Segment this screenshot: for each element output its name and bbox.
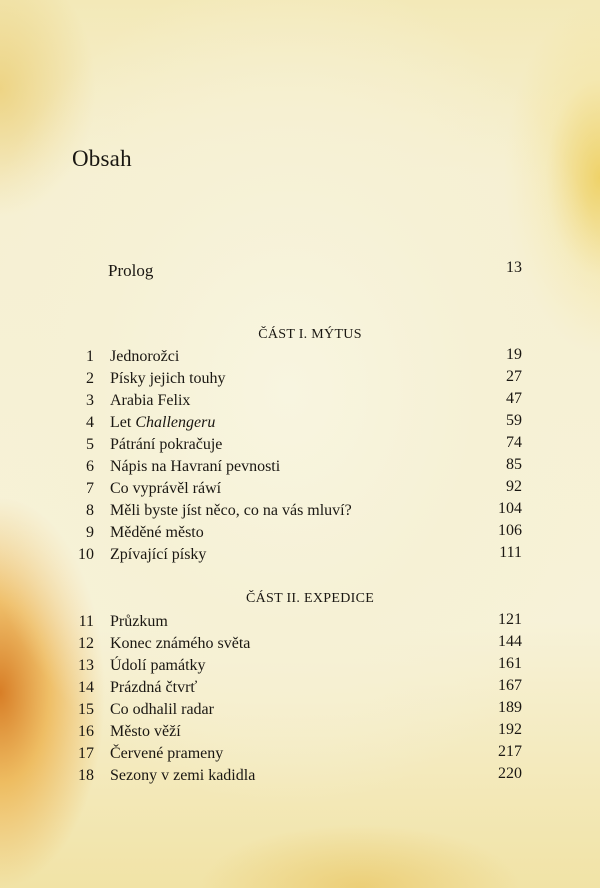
chapter-number: 9 — [86, 524, 94, 541]
chapter-title: Pátrání pokračuje — [110, 436, 223, 453]
chapter-title: Nápis na Havraní pevnosti — [110, 458, 281, 475]
chapter-title: Sezony v zemi kadidla — [110, 767, 256, 784]
chapter-page: 59 — [506, 412, 522, 429]
chapter-page: 47 — [506, 390, 522, 407]
chapter-row — [0, 613, 600, 635]
chapter-number: 11 — [78, 613, 94, 630]
chapter-title: Červené prameny — [110, 745, 224, 762]
chapter-page: 111 — [499, 544, 522, 561]
part-1-heading: ČÁST I. MÝTUS — [258, 327, 362, 342]
chapter-page: 104 — [498, 500, 522, 517]
chapter-row — [0, 458, 600, 480]
chapter-number: 1 — [86, 348, 94, 365]
chapter-row — [0, 635, 600, 657]
chapter-title: Písky jejich touhy — [110, 370, 226, 387]
chapter-title: Zpívající písky — [110, 546, 207, 563]
chapter-row — [0, 348, 600, 370]
chapter-page: 192 — [498, 721, 522, 738]
page-title: Obsah — [72, 146, 132, 171]
chapter-title: Arabia Felix — [110, 392, 191, 409]
part-2-chapter-list — [0, 613, 600, 789]
chapter-title: Co vyprávěl ráwí — [110, 480, 222, 497]
chapter-page: 144 — [498, 633, 522, 650]
chapter-title: Konec známého světa — [110, 635, 251, 652]
chapter-page: 19 — [506, 346, 522, 363]
chapter-row — [0, 679, 600, 701]
chapter-row — [0, 701, 600, 723]
chapter-title: Prázdná čtvrť — [110, 679, 198, 696]
chapter-number: 2 — [86, 370, 94, 387]
chapter-number: 3 — [86, 392, 94, 409]
chapter-number: 8 — [86, 502, 94, 519]
chapter-number: 16 — [78, 723, 94, 740]
chapter-page: 27 — [506, 368, 522, 385]
chapter-number: 13 — [78, 657, 94, 674]
part-1-chapter-list — [0, 348, 600, 568]
chapter-number: 15 — [78, 701, 94, 718]
chapter-number: 10 — [78, 546, 94, 563]
chapter-row — [0, 723, 600, 745]
chapter-title: Jednorožci — [110, 348, 180, 365]
chapter-title: Město věží — [110, 723, 181, 740]
prolog-label: Prolog — [108, 261, 154, 280]
chapter-page: 74 — [506, 434, 522, 451]
chapter-number: 18 — [78, 767, 94, 784]
chapter-row — [0, 524, 600, 546]
chapter-row — [0, 370, 600, 392]
chapter-title: Průzkum — [110, 613, 168, 630]
chapter-title: Co odhalil radar — [110, 701, 214, 718]
chapter-page: 217 — [498, 743, 522, 760]
chapter-number: 17 — [78, 745, 94, 762]
chapter-row — [0, 767, 600, 789]
chapter-row — [0, 392, 600, 414]
chapter-number: 5 — [86, 436, 94, 453]
chapter-title: Měli byste jíst něco, co na vás mluví? — [110, 502, 352, 519]
chapter-number: 4 — [86, 414, 94, 431]
prolog-page-number: 13 — [506, 259, 522, 276]
chapter-number: 14 — [78, 679, 94, 696]
chapter-row — [0, 657, 600, 679]
chapter-row — [0, 745, 600, 767]
chapter-page: 106 — [498, 522, 522, 539]
chapter-page: 220 — [498, 765, 522, 782]
chapter-title — [110, 414, 215, 432]
chapter-row — [0, 436, 600, 458]
chapter-number: 12 — [78, 635, 94, 652]
chapter-page: 189 — [498, 699, 522, 716]
part-2-heading: ČÁST II. EXPEDICE — [245, 591, 375, 606]
chapter-page: 92 — [506, 478, 522, 495]
chapter-row — [0, 414, 600, 436]
chapter-title-prefix: Let — [110, 414, 136, 431]
chapter-title: Měděné město — [110, 524, 204, 541]
chapter-page: 121 — [498, 611, 522, 628]
chapter-number: 7 — [86, 480, 94, 497]
chapter-page: 85 — [506, 456, 522, 473]
chapter-title-italic: Challengeru — [135, 414, 216, 431]
chapter-title: Údolí památky — [110, 657, 206, 674]
chapter-page: 167 — [498, 677, 522, 694]
chapter-row — [0, 546, 600, 568]
chapter-page: 161 — [498, 655, 522, 672]
chapter-row — [0, 502, 600, 524]
chapter-number: 6 — [86, 458, 94, 475]
chapter-row — [0, 480, 600, 502]
